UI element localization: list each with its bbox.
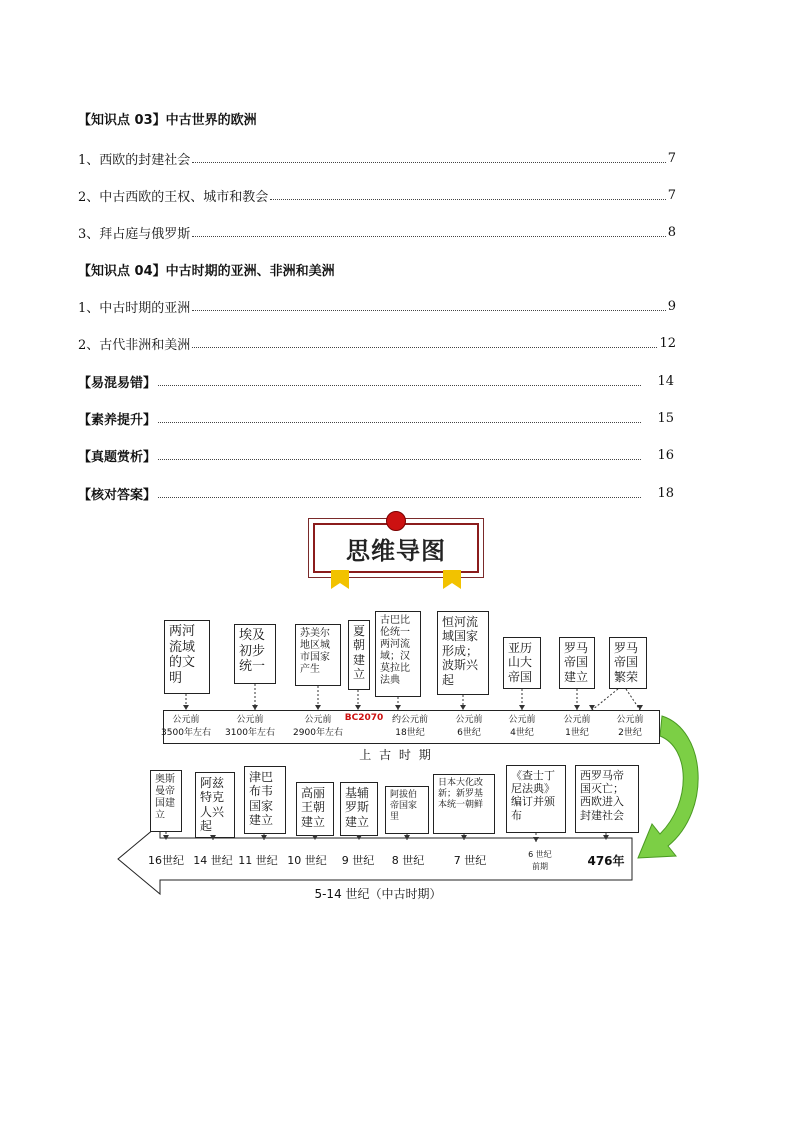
arrowhead-icon: [356, 835, 362, 840]
mind-map-title: 思维导图: [346, 536, 446, 565]
lower-event-box: 津巴布韦国家建立: [244, 766, 286, 834]
upper-time-label: 约公元前 18世纪: [391, 715, 428, 739]
toc-page-number: 8: [667, 224, 676, 240]
lower-event-box: 《查士丁尼法典》编订并颁布: [506, 765, 566, 833]
lower-time-label: 9 世纪: [341, 854, 375, 867]
toc-page-number: 7: [667, 187, 676, 203]
upper-time-label: 公元前 2世纪: [616, 715, 644, 739]
lower-event-box: 阿拔伯帝国家里: [385, 786, 429, 834]
toc-page-number: 16: [657, 447, 674, 463]
lower-time-label: 14 世纪: [193, 854, 233, 867]
upper-event-box: 古巴比伦统一两河流域；汉莫拉比法典: [375, 611, 421, 697]
arrowhead-icon: [461, 835, 467, 840]
arrowhead-icon: [395, 705, 401, 710]
arrowhead-icon: [183, 705, 189, 710]
connector-line: [626, 689, 640, 710]
arrowhead-icon: [315, 705, 321, 710]
arrowhead-icon: [519, 705, 525, 710]
toc-entry-text: 【真题赏析】: [78, 449, 157, 465]
upper-event-box: 两河流域的文明: [164, 620, 210, 694]
toc-entry-text: 【核对答案】: [78, 487, 157, 503]
lower-time-label: 10 世纪: [287, 854, 327, 867]
toc-entry-text: 【知识点 03】中古世界的欧洲: [78, 112, 257, 128]
lower-event-box: 高丽王朝建立: [296, 782, 334, 836]
connector-line: [592, 689, 618, 710]
toc-page-number: 15: [657, 410, 674, 426]
lower-time-label: 11 世纪: [238, 854, 278, 867]
toc-page-number: 7: [667, 150, 676, 166]
toc-page-number: 14: [657, 373, 674, 389]
upper-event-box: 夏朝建立: [348, 620, 370, 690]
toc-entry-text: 【易混易错】: [78, 375, 157, 391]
toc-entry-text: 2、古代非洲和美洲: [78, 337, 191, 353]
arrowhead-icon: [312, 835, 318, 840]
arrowhead-icon: [589, 705, 595, 710]
toc-entry-text: 1、中古时期的亚洲: [78, 300, 191, 316]
upper-time-label: 公元前 6世纪: [455, 715, 483, 739]
upper-event-box: 埃及初步统一: [234, 624, 276, 684]
lower-event-box: 奥斯曼帝国建立: [150, 770, 182, 832]
upper-event-box: 罗马帝国繁荣: [609, 637, 647, 689]
arrowhead-icon: [252, 705, 258, 710]
upper-event-box: 亚历山大帝国: [503, 637, 541, 689]
upper-time-label: 公元前 2900年左右: [293, 715, 343, 739]
arrowhead-icon: [163, 835, 169, 840]
toc-entry-text: 2、中古西欧的王权、城市和教会: [78, 189, 269, 205]
arrowhead-icon: [404, 835, 410, 840]
upper-time-label: 公元前 3100年左右: [225, 715, 275, 739]
toc-entry-text: 【知识点 04】中古时期的亚洲、非洲和美洲: [78, 263, 335, 279]
arrowhead-icon: [603, 835, 609, 840]
lower-time-label: 6 世纪 前期: [528, 850, 552, 871]
upper-time-label: BC2070: [344, 713, 384, 723]
arrowhead-icon: [533, 837, 539, 842]
upper-time-label: 公元前 4世纪: [508, 715, 536, 739]
lower-time-label: 8 世纪: [391, 854, 425, 867]
toc-page-number: 9: [667, 298, 676, 314]
lower-time-label: 476年: [587, 854, 625, 868]
lower-time-label: 7 世纪: [453, 854, 487, 867]
lower-event-box: 西罗马帝国灭亡；西欧进入封建社会: [575, 765, 639, 833]
toc-entry-text: 1、西欧的封建社会: [78, 152, 191, 168]
lower-time-label: 16世纪: [148, 854, 184, 867]
arrowhead-icon: [355, 705, 361, 710]
toc-entry-text: 【素养提升】: [78, 412, 157, 428]
lower-event-box: 阿兹特克人兴起: [195, 772, 235, 838]
arrowhead-icon: [574, 705, 580, 710]
toc-page-number: 18: [657, 485, 674, 501]
upper-time-label: 公元前 3500年左右: [161, 715, 211, 739]
toc-page-number: 12: [659, 335, 676, 351]
toc-entry-text: 3、拜占庭与俄罗斯: [78, 226, 191, 242]
upper-event-box: 苏美尔地区城市国家产生: [295, 624, 341, 686]
lower-event-box: 基辅罗斯建立: [340, 782, 378, 836]
upper-event-box: 罗马帝国建立: [559, 637, 595, 689]
arrowhead-icon: [460, 705, 466, 710]
arrowhead-icon: [261, 835, 267, 840]
upper-time-label: 公元前 1世纪: [563, 715, 591, 739]
upper-event-box: 恒河流域国家形成；波斯兴起: [437, 611, 489, 695]
arrowhead-icon: [210, 835, 216, 840]
upper-period-label: 上 古 时 期: [359, 748, 433, 762]
lower-event-box: 日本大化改新；新罗基本统一朝鲜: [433, 774, 495, 834]
lower-period-label: 5-14 世纪（中古时期）: [314, 887, 442, 901]
